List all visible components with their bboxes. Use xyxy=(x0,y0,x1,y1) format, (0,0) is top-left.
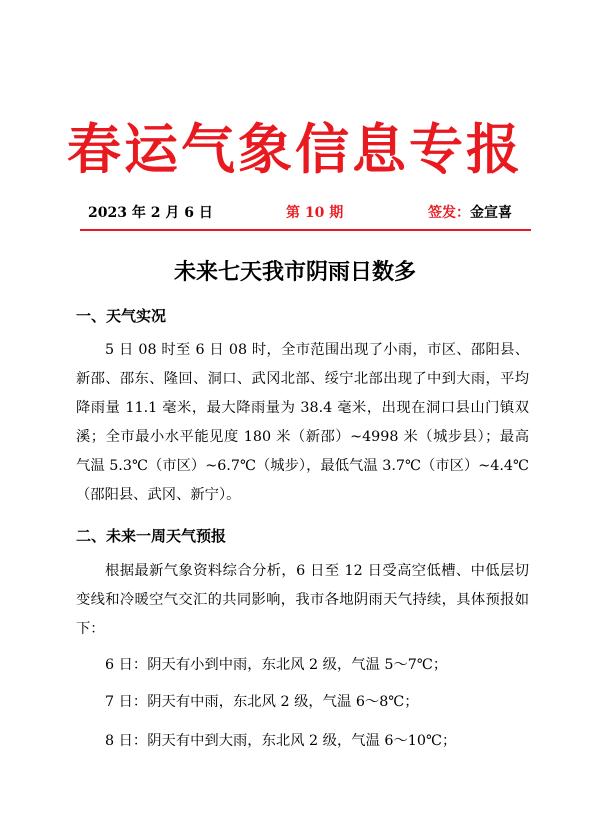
signer-label: 签发： xyxy=(428,205,470,221)
weekly-forecast-paragraph: 根据最新气象资料综合分析，6 日至 12 日受高空低槽、中低层切变线和冷暖空气交汇的共同影响，我市各地阴雨天气持续，具体预报如下： xyxy=(76,563,529,637)
headline: 未来七天我市阴雨日数多 xyxy=(173,260,416,285)
issue-date: 2023 年 2 月 6 日 xyxy=(88,205,213,221)
header-divider xyxy=(80,229,531,231)
forecast-item: 7 日：阴天有中雨，东北风 2 级，气温 6～8℃； xyxy=(105,694,419,710)
issue-number: 第 10 期 xyxy=(286,205,344,221)
weather-observed-paragraph: 5 日 08 时至 6 日 08 时，全市范围出现了小雨，市区、邵阳县、新邵、邵东、隆回、洞口、武冈北部、绥宁北部出现了中到大雨，平均降雨量 11.1 毫米，最大降雨量为 38.4 毫米，出现在洞口县山门镇双溪；全市最小水平能见度 180 米（新邵）~4998 米（城步县）；最高气温 5.3℃（市区）~6.7℃（城步），最低气温 3.7℃（市区）~4.4℃（邵阳县、武冈、新宁）。 xyxy=(76,342,529,503)
forecast-item: 8 日：阴天有中到大雨，东北风 2 级，气温 6～10℃； xyxy=(105,733,457,749)
signer-name: 金宣喜 xyxy=(470,205,512,221)
signer xyxy=(428,204,512,222)
forecast-item: 6 日：阴天有小到中雨，东北风 2 级，气温 5～7℃； xyxy=(105,657,448,673)
section-title-weekly-forecast: 二、未来一周天气预报 xyxy=(76,527,227,545)
masthead-title: 春运气象信息专报 xyxy=(67,117,523,181)
section-title-weather-observed: 一、天气实况 xyxy=(76,307,167,325)
